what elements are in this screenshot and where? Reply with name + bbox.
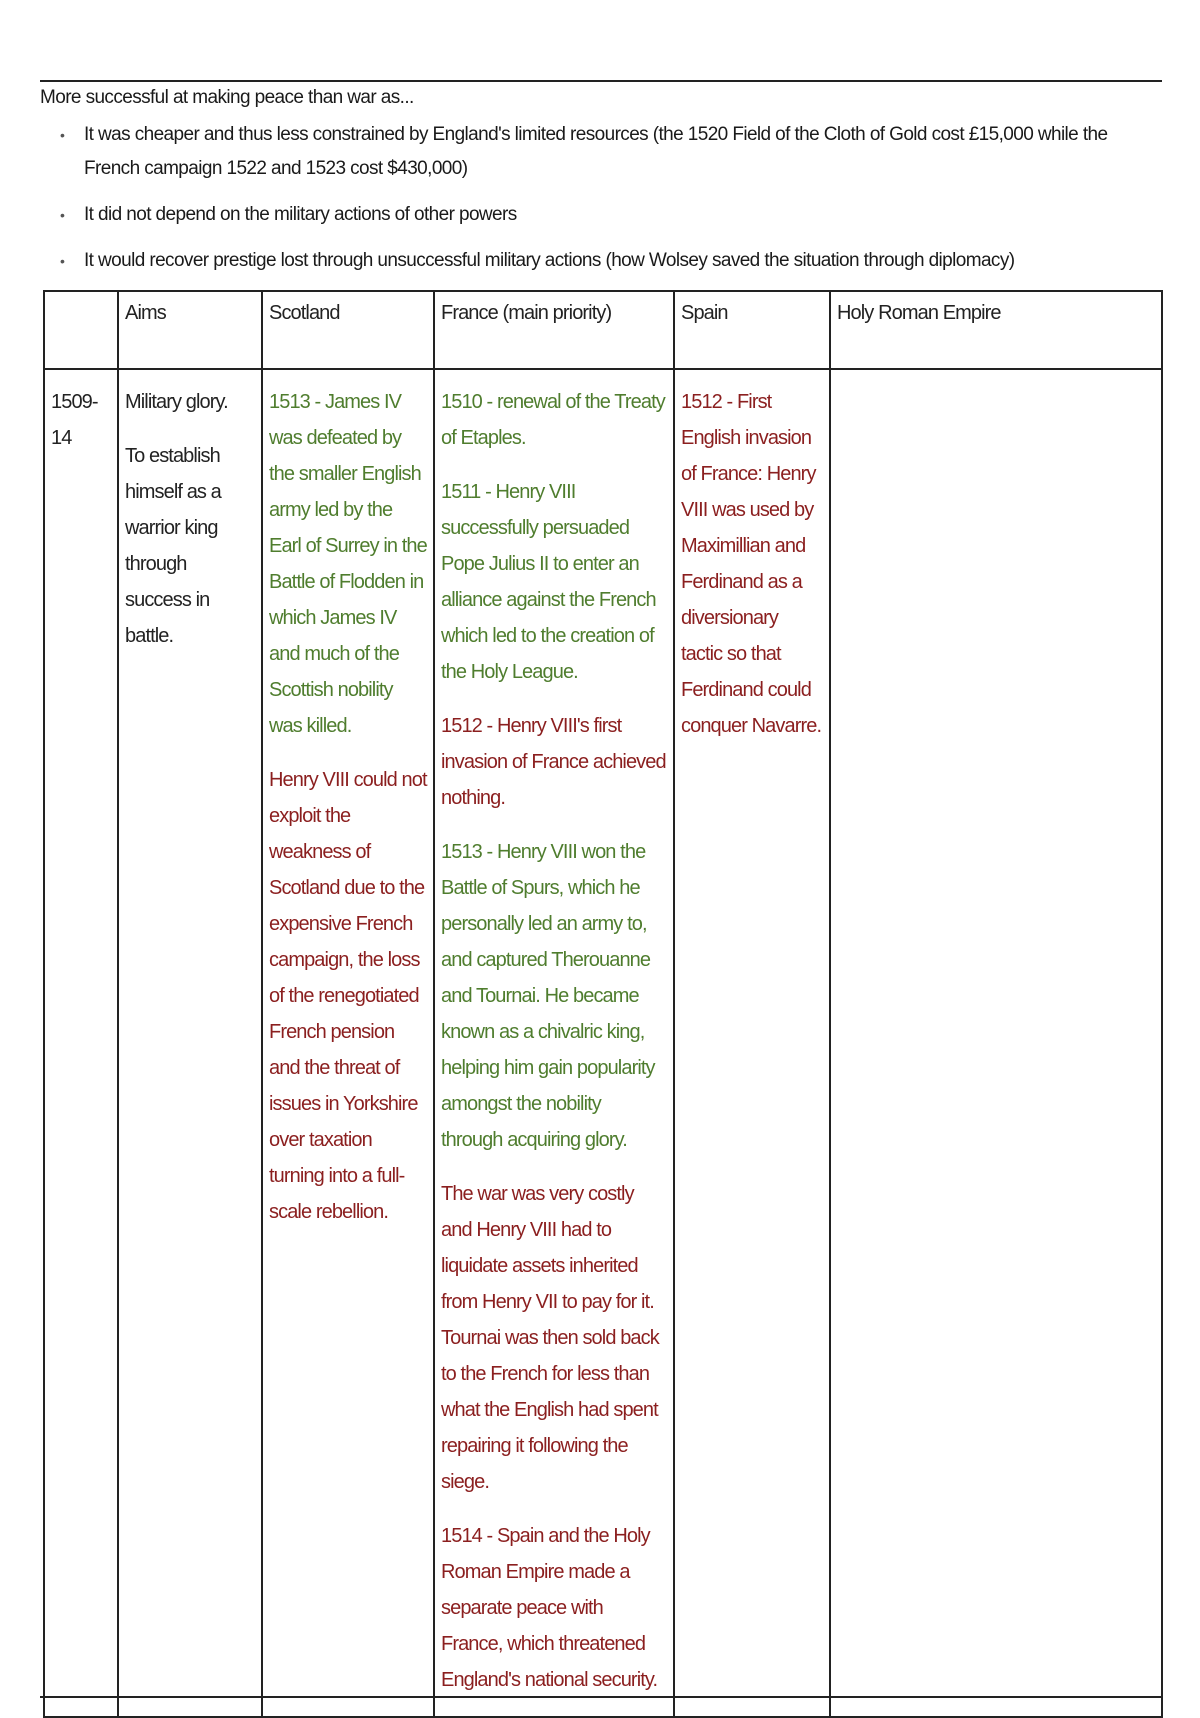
cell-france bbox=[434, 369, 674, 1717]
table-header-row bbox=[44, 291, 1162, 369]
aims-entry: To establish himself as a warrior king through success in battle. bbox=[125, 445, 221, 647]
intro-bullet: • It would recover prestige lost through unsuccessful military actions (how Wolsey saved the situation through diplomacy) bbox=[84, 244, 1162, 278]
france-entry: 1512 - Henry VIII's first invasion of France achieved nothing. bbox=[441, 715, 666, 809]
cell-scotland bbox=[262, 369, 434, 1717]
scotland-entry: 1513 - James IV was defeated by the smaller English army led by the Earl of Surrey in the Battle of Flodden in which James IV and much of the Scottish nobility was killed. bbox=[269, 391, 427, 737]
intro-bullet-list bbox=[40, 118, 1162, 278]
top-rule bbox=[40, 80, 1162, 82]
bottom-rule bbox=[40, 1696, 1162, 1698]
header-year bbox=[44, 291, 118, 369]
foreign-policy-table bbox=[43, 290, 1163, 1718]
france-entry: 1510 - renewal of the Treaty of Etaples. bbox=[441, 391, 665, 449]
intro-bullet: • It did not depend on the military actions of other powers bbox=[84, 198, 1162, 232]
header-spain: Spain bbox=[674, 291, 830, 369]
cell-year: 1509-14 bbox=[44, 369, 118, 1717]
france-entry: 1514 - Spain and the Holy Roman Empire made a separate peace with France, which threatened England's national security. bbox=[441, 1525, 658, 1691]
france-entry: The war was very costly and Henry VIII had to liquidate assets inherited from Henry VII to pay for it. Tournai was then sold back to the French for less than what the English had spent repairing it following the siege. bbox=[441, 1183, 659, 1493]
aims-entry: Military glory. bbox=[125, 391, 228, 413]
cell-hre bbox=[830, 369, 1162, 1717]
scotland-entry: Henry VIII could not exploit the weakness of Scotland due to the expensive French campaign, the loss of the renegotiated French pension and the threat of issues in Yorkshire over taxation turning into a full-scale rebellion. bbox=[269, 769, 427, 1223]
france-entry: 1513 - Henry VIII won the Battle of Spurs, which he personally led an army to, and captured Therouanne and Tournai. He became known as a chivalric king, helping him gain popularity amongst the nobility through acquiring glory. bbox=[441, 841, 655, 1151]
cell-aims bbox=[118, 369, 262, 1717]
intro-section bbox=[40, 86, 1162, 290]
france-entry: 1511 - Henry VIII successfully persuaded Pope Julius II to enter an alliance against the French which led to the creation of the Holy League. bbox=[441, 481, 656, 683]
header-hre: Holy Roman Empire bbox=[830, 291, 1162, 369]
spain-entry: 1512 - First English invasion of France: Henry VIII was used by Maximillian and Ferdinand as a diversionary tactic so that Ferdinand could conquer Navarre. bbox=[681, 391, 822, 737]
header-scotland: Scotland bbox=[262, 291, 434, 369]
cell-spain bbox=[674, 369, 830, 1717]
header-aims: Aims bbox=[118, 291, 262, 369]
intro-heading: More successful at making peace than war as... bbox=[40, 87, 414, 108]
header-france: France (main priority) bbox=[434, 291, 674, 369]
table-row bbox=[44, 369, 1162, 1717]
intro-bullet: • It was cheaper and thus less constrained by England's limited resources (the 1520 Field of the Cloth of Gold cost £15,000 while the French campaign 1522 and 1523 cost $430,000) bbox=[84, 118, 1162, 186]
